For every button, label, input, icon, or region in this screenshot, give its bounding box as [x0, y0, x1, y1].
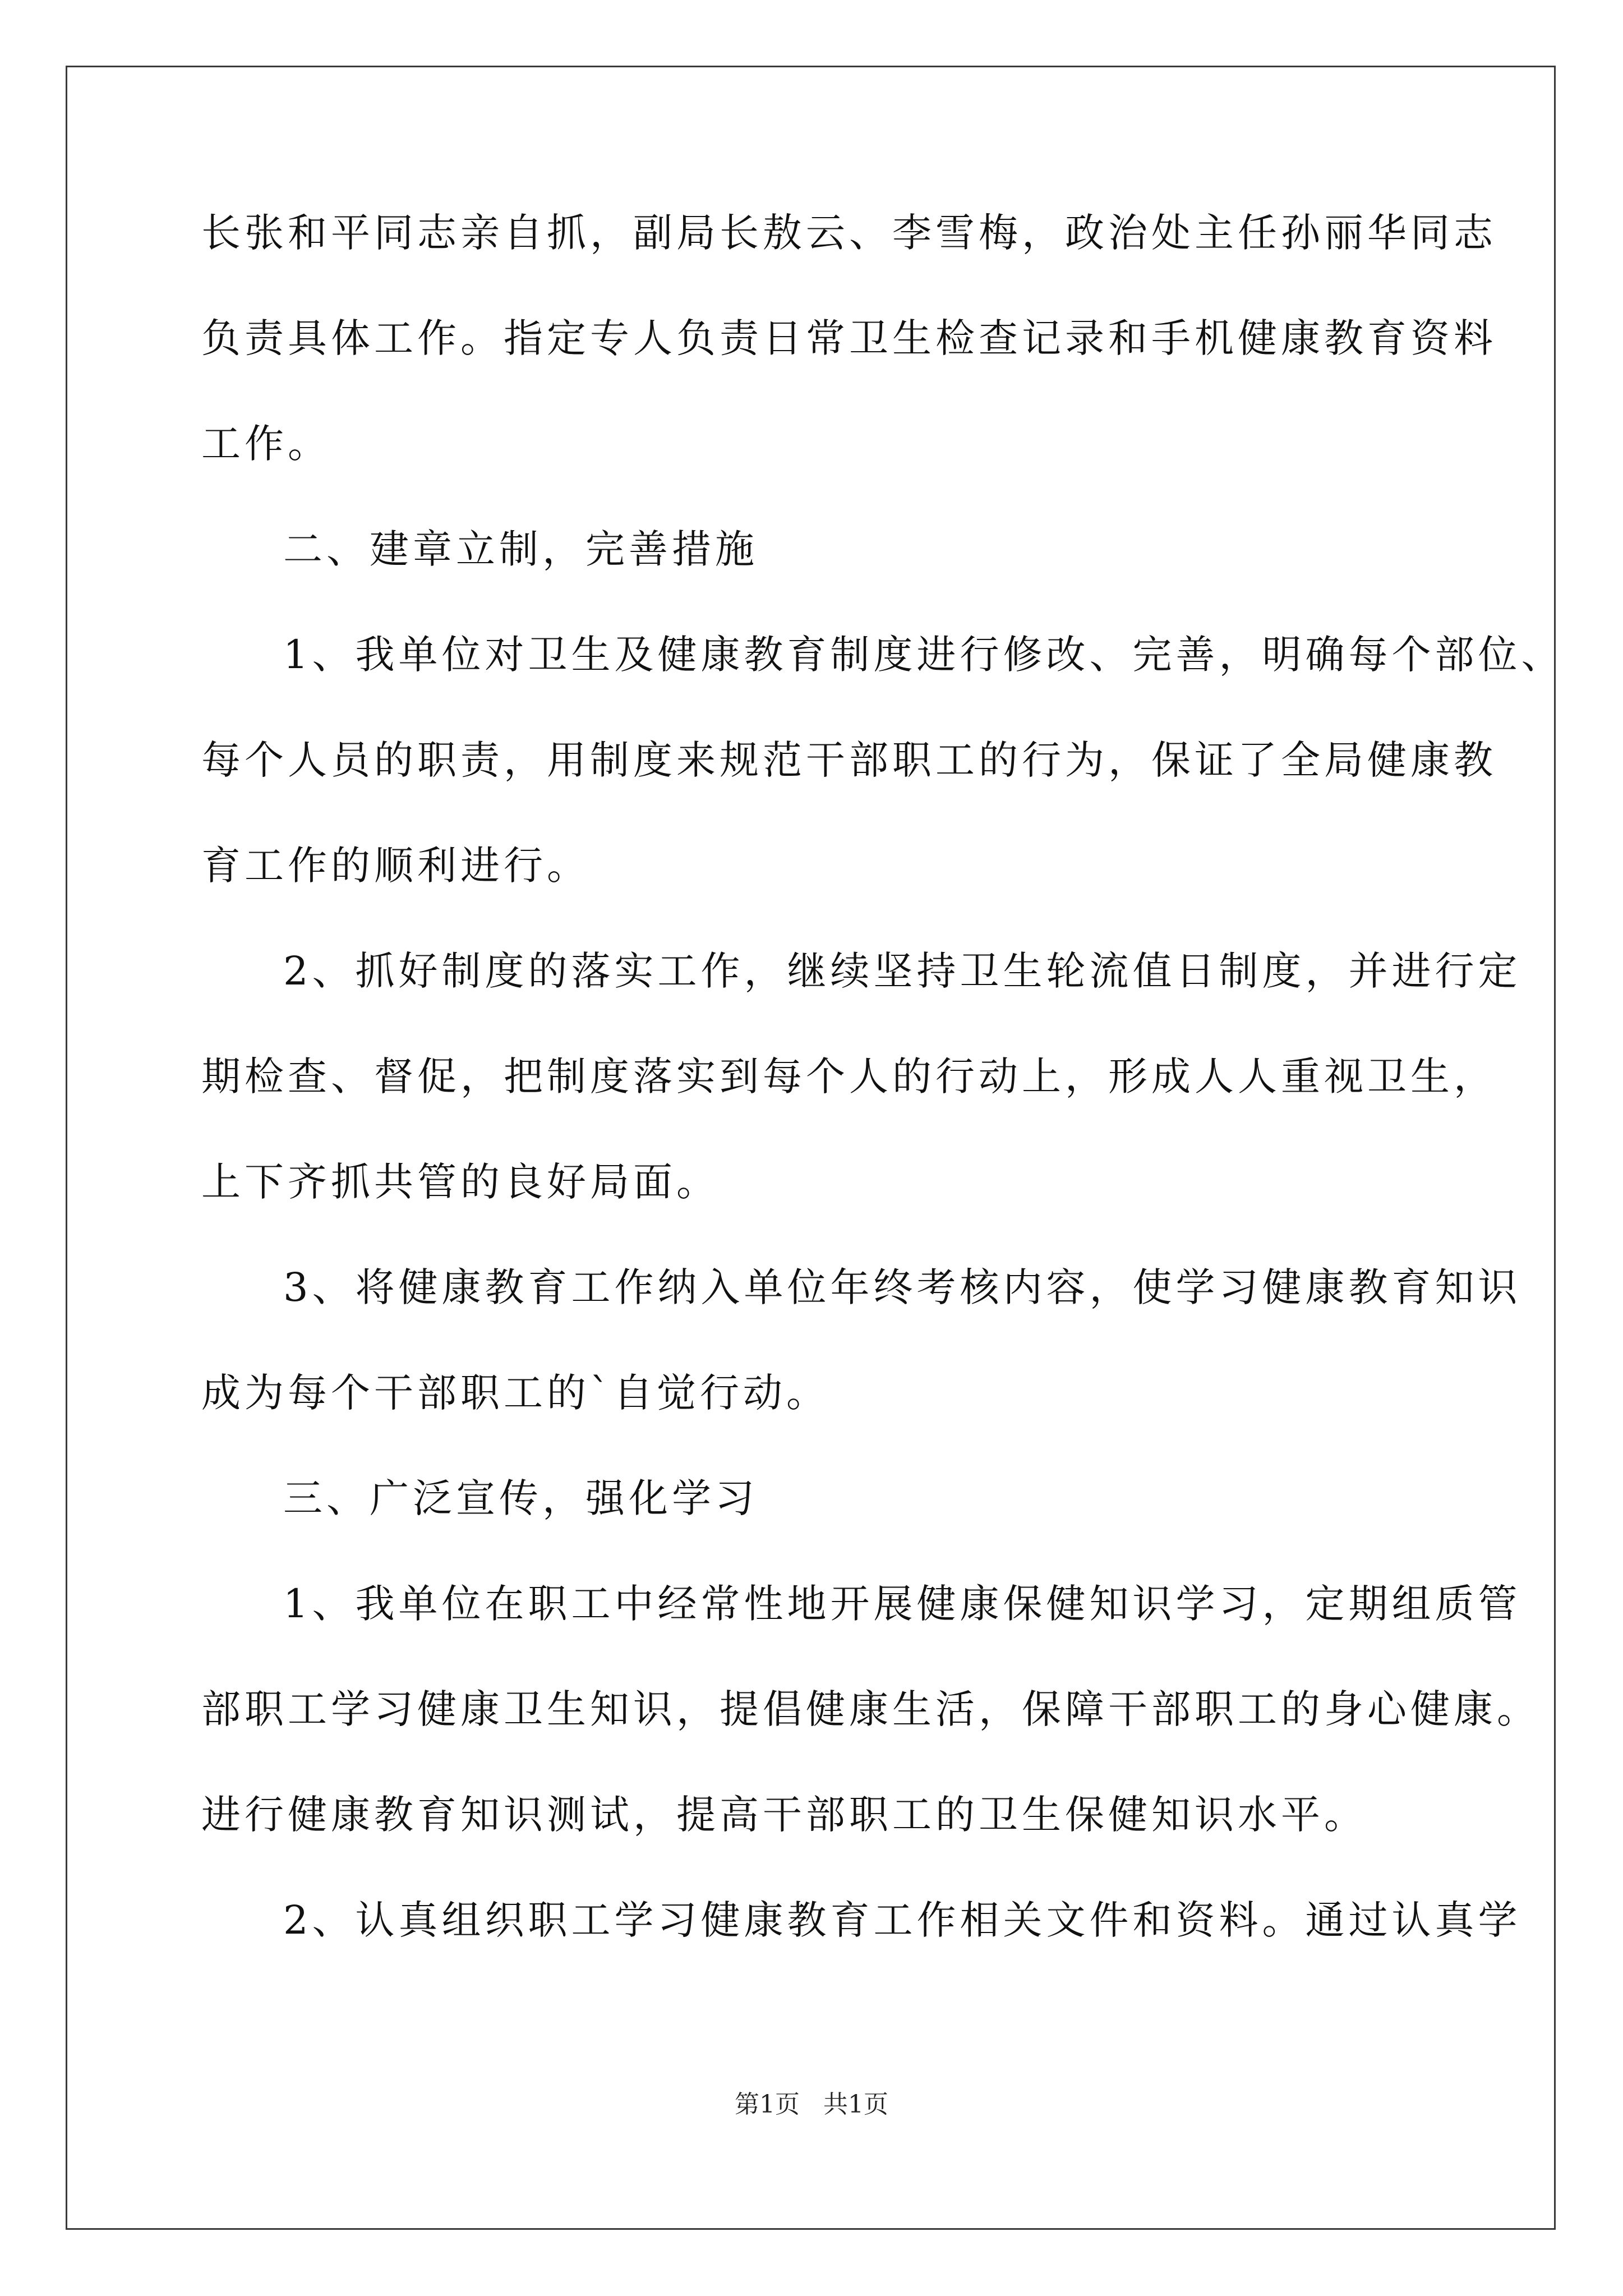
text-line-10: 上下齐抓共管的良好局面。 [201, 1159, 720, 1205]
section-heading-2: 二、建章立制，完善措施 [283, 526, 758, 572]
text-line-16: 进行健康教育知识测试，提高干部职工的卫生保健知识水平。 [201, 1792, 1367, 1838]
text-line-5: 1、我单位对卫生及健康教育制度进行修改、完善，明确每个部位、 [283, 632, 1565, 678]
text-line-8: 2、抓好制度的落实工作，继续坚持卫生轮流值日制度，并进行定 [283, 948, 1521, 994]
text-line-12: 成为每个干部职工的`自觉行动。 [201, 1370, 829, 1416]
text-line-3: 工作。 [201, 421, 331, 467]
text-line-11: 3、将健康教育工作纳入单位年终考核内容，使学习健康教育知识 [283, 1264, 1521, 1310]
section-heading-3: 三、广泛宣传，强化学习 [283, 1475, 758, 1521]
text-line-9: 期检查、督促，把制度落实到每个人的行动上，形成人人重视卫生， [201, 1053, 1497, 1099]
text-line-1: 长张和平同志亲自抓，副局长敖云、李雪梅，政治处主任孙丽华同志 [201, 210, 1497, 256]
text-line-17: 2、认真组织职工学习健康教育工作相关文件和资料。通过认真学 [283, 1897, 1521, 1943]
text-line-2: 负责具体工作。指定专人负责日常卫生检查记录和手机健康教育资料 [201, 315, 1497, 361]
text-line-7: 育工作的顺利进行。 [201, 843, 590, 889]
text-line-6: 每个人员的职责，用制度来规范干部职工的行为，保证了全局健康教 [201, 737, 1497, 783]
text-line-15: 部职工学习健康卫生知识，提倡健康生活，保障干部职工的身心健康。 [201, 1686, 1540, 1732]
page-number-footer: 第1页 共1页 [735, 2090, 888, 2119]
text-line-14: 1、我单位在职工中经常性地开展健康保健知识学习，定期组质管 [283, 1581, 1521, 1627]
